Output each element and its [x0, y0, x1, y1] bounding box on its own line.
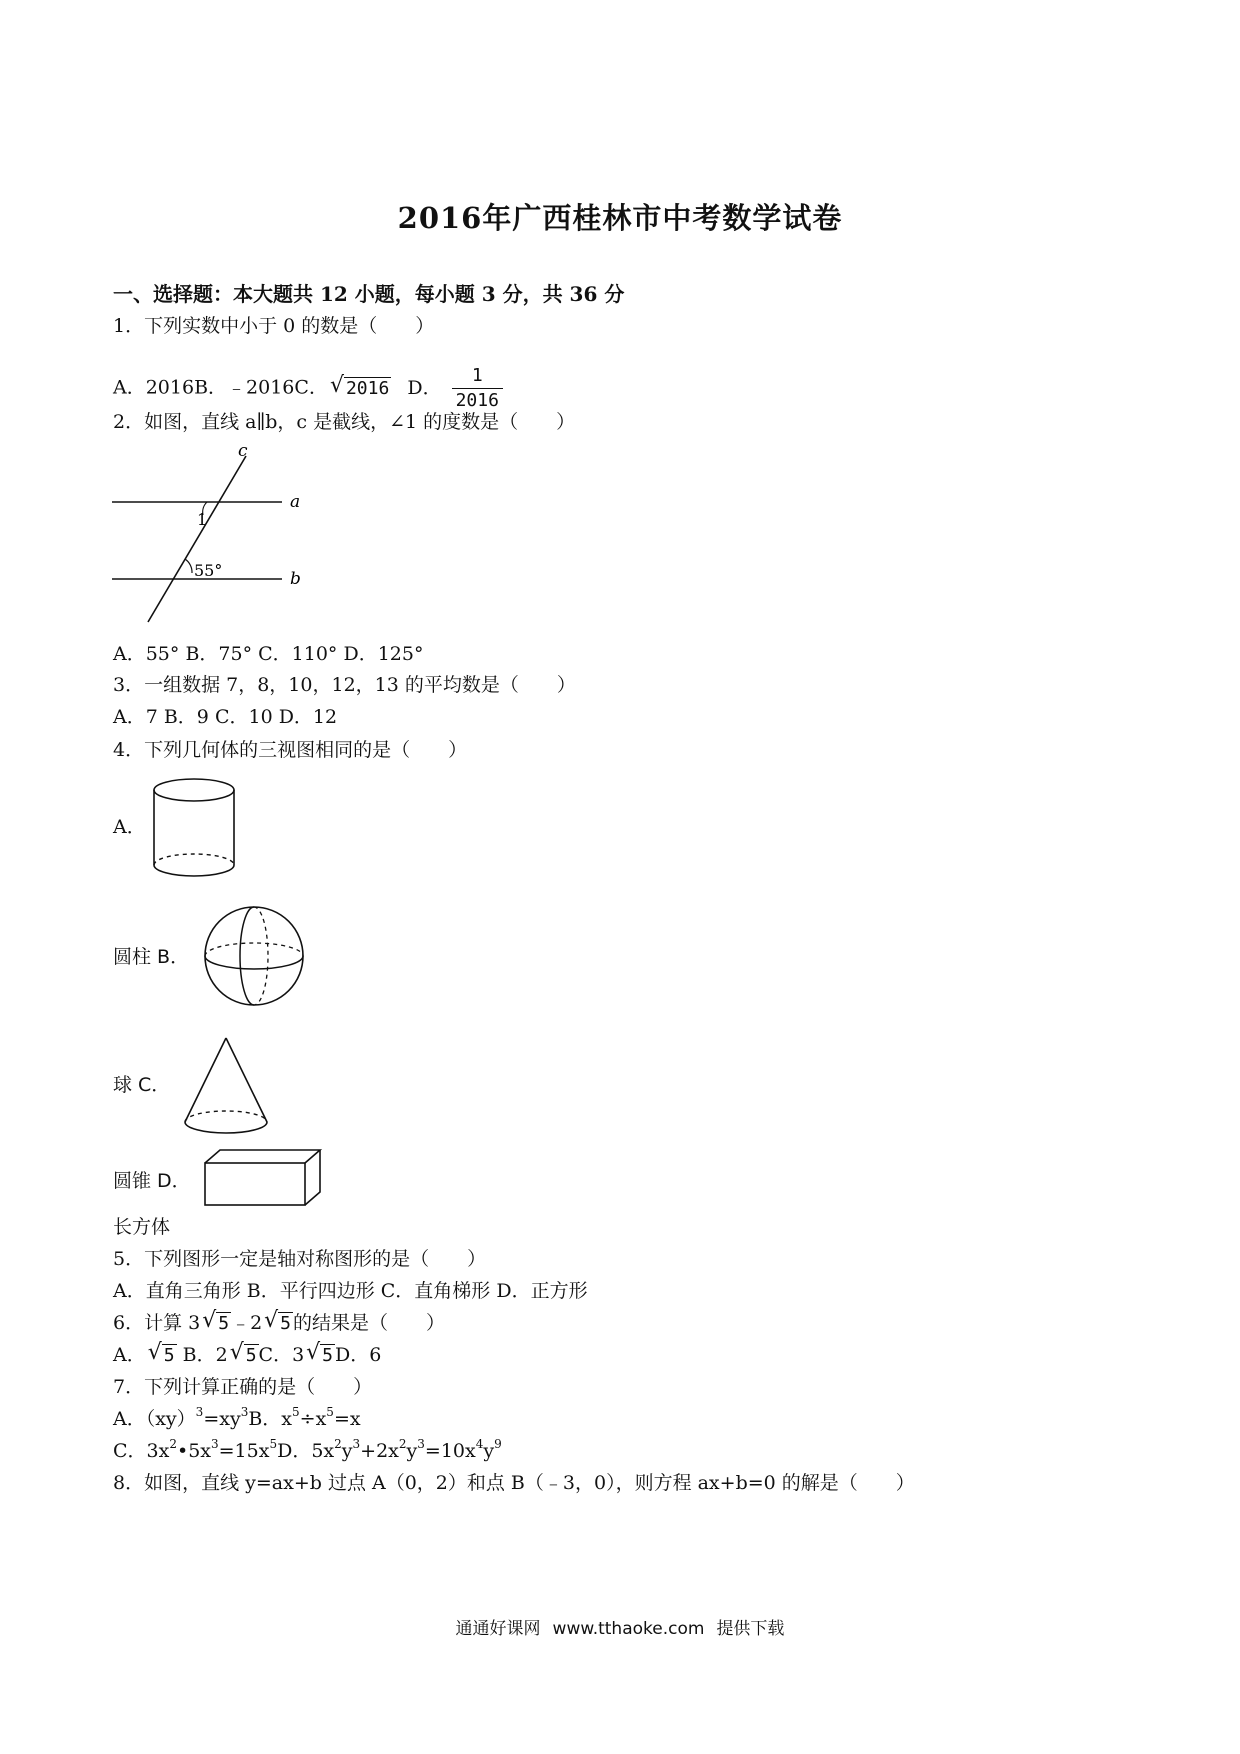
- page-title: 2016年广西桂林市中考数学试卷: [397, 201, 843, 235]
- question-2-options: A．55° B．75° C．110° D．125°: [113, 643, 424, 665]
- question-6-stem: 6．计算 3 √ 5 ﹣2 √ 5 的结果是（ ）: [113, 1308, 446, 1334]
- sqrt-5: √ 5: [306, 1340, 334, 1366]
- question-1-stem: 1．下列实数中小于 0 的数是（ ）: [113, 315, 435, 337]
- label-angle-1: 1: [197, 510, 208, 529]
- angle-55-arc: [185, 559, 192, 573]
- sphere-figure: [202, 904, 310, 1008]
- fraction-1-over-2016: $\frac{1}{2016}$: [452, 364, 503, 413]
- cone-figure: [180, 1034, 272, 1142]
- question-1-options: [113, 364, 503, 413]
- question-5-options: A．直角三角形 B．平行四边形 C．直角梯形 D．正方形: [113, 1280, 588, 1302]
- q4-option-c-label: 球 C．: [113, 1074, 171, 1096]
- question-7-options-cd: C．$3x^2•5x^3=15x^5D$．$5x^2y^3+2x^2y^3=10x^4y^9$: [113, 1437, 502, 1462]
- transversal-c: [148, 456, 246, 622]
- cuboid-figure: [202, 1147, 324, 1209]
- q1-option-c: C．: [294, 376, 328, 399]
- footer-suffix: 提供下载: [716, 1619, 785, 1639]
- label-angle-55: 55°: [194, 561, 223, 580]
- label-a: a: [290, 492, 301, 512]
- sqrt-5: √ 5: [147, 1340, 175, 1366]
- question-3-stem: 3．一组数据 7，8，10，12，13 的平均数是（ ）: [113, 674, 576, 696]
- question-7-options-ab: A．$(xy)^3=xy^3B$．$x^5\div x^5=x$: [113, 1405, 361, 1430]
- label-b: b: [290, 569, 301, 589]
- sqrt-5: √ 5: [229, 1340, 257, 1366]
- question-8-stem: 8．如图，直线 y=ax+b 过点 A（0，2）和点 B（﹣3，0），则方程 ax+b=0 的解是（ ）: [113, 1472, 915, 1494]
- q4-option-b-label: 圆柱 B．: [113, 946, 190, 968]
- sqrt-5: √ 5: [264, 1308, 291, 1334]
- question-4-stem: 4．下列几何体的三视图相同的是（ ）: [113, 739, 468, 761]
- question-5-stem: 5．下列图形一定是轴对称图形的是（ ）: [113, 1248, 487, 1270]
- q4-option-a-label: A．: [113, 816, 146, 838]
- question-2-stem: 2．如图，直线 a∥b，c 是截线，∠1 的度数是（ ）: [113, 411, 576, 433]
- q1-option-a: A．2016: [113, 376, 195, 399]
- page-footer: [0, 1614, 1240, 1639]
- question-7-stem: 7．下列计算正确的是（ ）: [113, 1376, 373, 1398]
- section-heading: 一、选择题：本大题共 12 小题，每小题 3 分，共 36 分: [113, 282, 625, 306]
- footer-site-name: 通通好课网: [455, 1619, 541, 1639]
- cylinder-figure: [148, 775, 244, 881]
- q4-option-d-label: 圆锥 D．: [113, 1170, 191, 1192]
- q4-option-d-name: 长方体: [113, 1216, 171, 1238]
- label-c: c: [238, 441, 248, 461]
- sqrt-2016: √ 2016: [329, 372, 390, 399]
- q1-option-b: B．﹣2016: [194, 376, 295, 399]
- question-6-options: A． √ 5 B．2 √ 5 C．3 √ 5 D．6: [113, 1340, 382, 1366]
- footer-url[interactable]: www.tthaoke.com: [552, 1619, 705, 1639]
- radical-sign: √: [329, 372, 344, 398]
- q1-option-d: D．: [407, 376, 442, 399]
- sqrt-5: √ 5: [202, 1308, 230, 1334]
- question-3-options: A．7 B．9 C．10 D．12: [113, 706, 338, 728]
- parallel-lines-figure: [110, 440, 310, 630]
